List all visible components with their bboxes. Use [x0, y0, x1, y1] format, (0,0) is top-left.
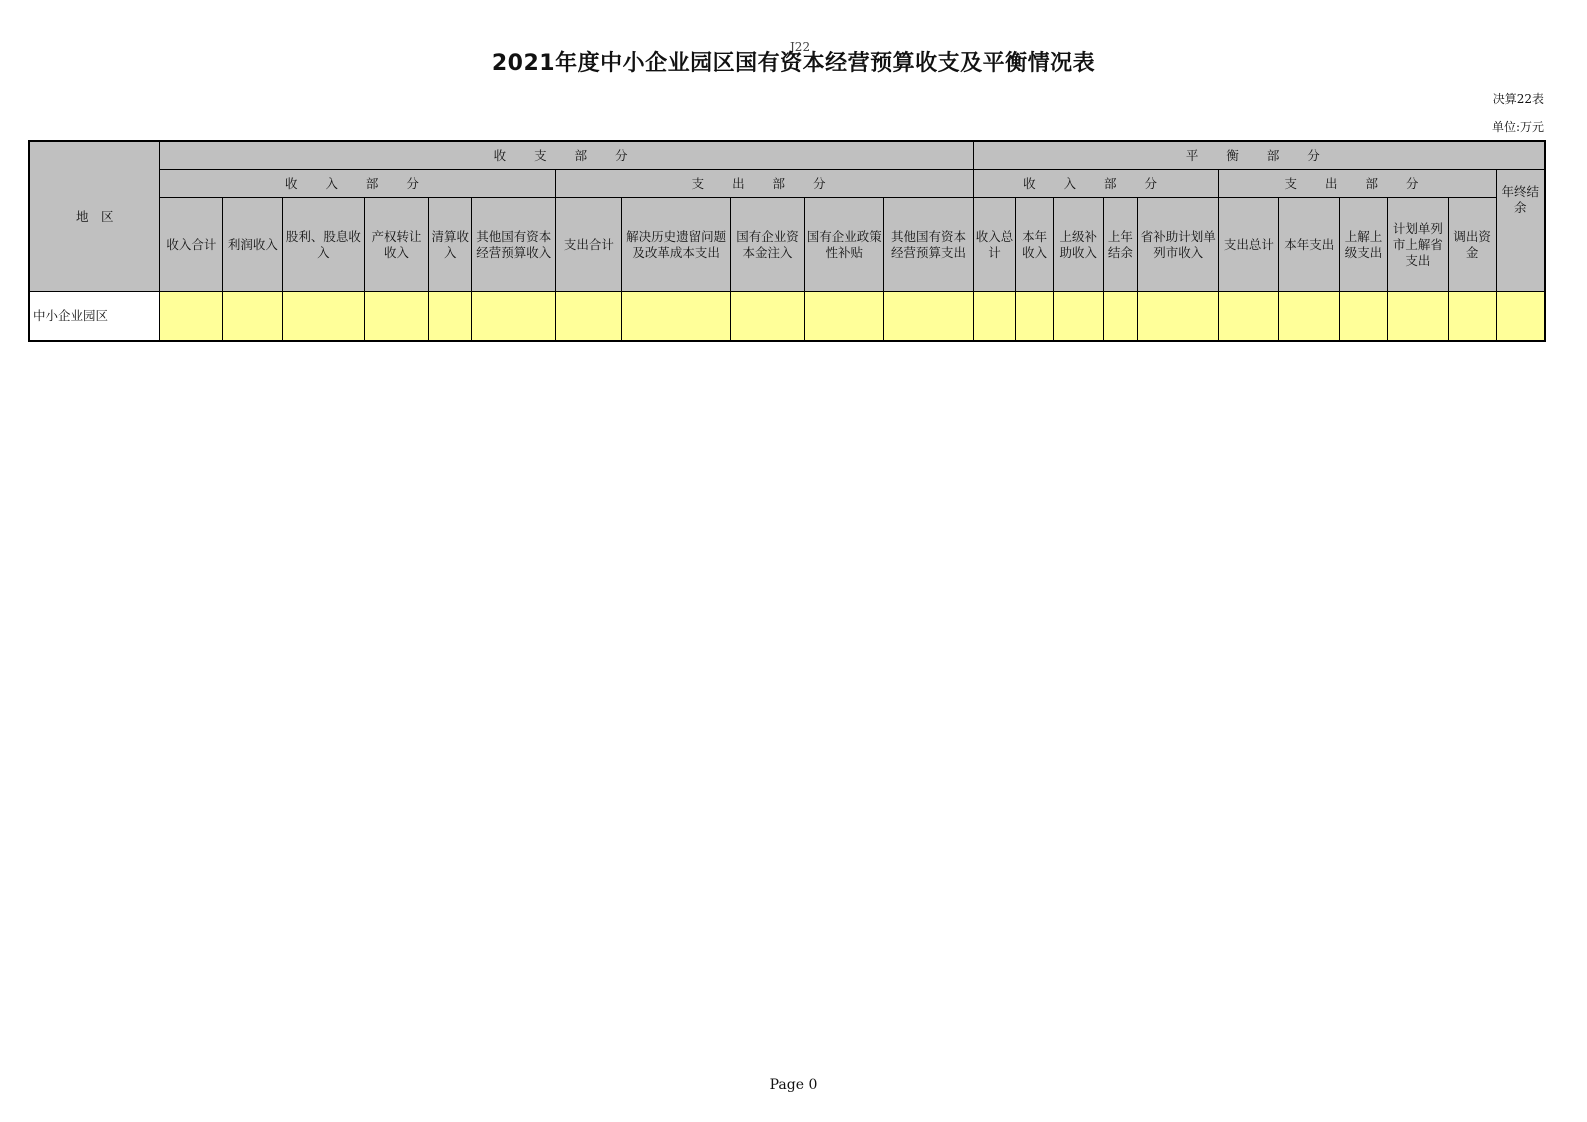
column-header: 本年支出	[1279, 198, 1340, 292]
page-number: Page 0	[769, 1077, 818, 1093]
bal-income-subgroup-header: 收 入 部 分	[973, 170, 1219, 198]
data-cell[interactable]	[1340, 292, 1388, 342]
column-header: 国有企业政策性补贴	[805, 198, 884, 292]
data-cell[interactable]	[429, 292, 472, 342]
data-cell[interactable]	[1448, 292, 1496, 342]
column-header: 利润收入	[223, 198, 283, 292]
data-cell[interactable]	[1103, 292, 1138, 342]
page-title: 2021年度中小企业园区国有资本经营预算收支及平衡情况表	[491, 51, 1096, 76]
table-number: 决算22表	[1492, 92, 1544, 106]
column-header: 其他国有资本经营预算支出	[884, 198, 973, 292]
region-cell: 中小企业园区	[29, 292, 160, 342]
budget-table	[28, 140, 1546, 342]
bal-expense-subgroup-header: 支 出 部 分	[1219, 170, 1496, 198]
column-header: 产权转让收入	[364, 198, 429, 292]
data-cell[interactable]	[622, 292, 731, 342]
data-cell[interactable]	[1138, 292, 1219, 342]
data-cell[interactable]	[1219, 292, 1279, 342]
data-cell[interactable]	[731, 292, 805, 342]
data-cell[interactable]	[884, 292, 973, 342]
data-cell[interactable]	[283, 292, 364, 342]
column-header: 解决历史遗留问题及改革成本支出	[622, 198, 731, 292]
column-header: 收入合计	[160, 198, 223, 292]
data-cell[interactable]	[1496, 292, 1545, 342]
unit-label: 单位:万元	[1491, 120, 1544, 134]
data-cell[interactable]	[556, 292, 622, 342]
data-cell[interactable]	[1387, 292, 1448, 342]
ie-expense-subgroup-header: 支 出 部 分	[556, 170, 973, 198]
data-cell[interactable]	[1279, 292, 1340, 342]
region-header: 地 区	[29, 141, 160, 292]
column-header: 收入总计	[973, 198, 1016, 292]
table-row	[29, 292, 1545, 342]
column-header: 上级补助收入	[1053, 198, 1103, 292]
column-header: 清算收入	[429, 198, 472, 292]
column-header: 计划单列市上解省支出	[1387, 198, 1448, 292]
column-header: 国有企业资本金注入	[731, 198, 805, 292]
ie-income-subgroup-header: 收 入 部 分	[160, 170, 556, 198]
column-header: 省补助计划单列市收入	[1138, 198, 1219, 292]
column-header: 支出合计	[556, 198, 622, 292]
data-cell[interactable]	[805, 292, 884, 342]
data-cell[interactable]	[973, 292, 1016, 342]
data-cell[interactable]	[1053, 292, 1103, 342]
year-end-balance-header: 年终结余	[1496, 170, 1545, 292]
data-cell[interactable]	[160, 292, 223, 342]
income-expense-group-header: 收 支 部 分	[160, 141, 973, 170]
column-header: 支出总计	[1219, 198, 1279, 292]
column-header: 调出资金	[1448, 198, 1496, 292]
data-cell[interactable]	[472, 292, 556, 342]
data-cell[interactable]	[1016, 292, 1054, 342]
column-header: 上年结余	[1103, 198, 1138, 292]
sheet-code: J22	[790, 40, 811, 54]
column-header: 本年收入	[1016, 198, 1054, 292]
balance-group-header: 平 衡 部 分	[973, 141, 1545, 170]
column-header: 其他国有资本经营预算收入	[472, 198, 556, 292]
data-cell[interactable]	[364, 292, 429, 342]
column-header: 上解上级支出	[1340, 198, 1388, 292]
column-header: 股利、股息收入	[283, 198, 364, 292]
data-cell[interactable]	[223, 292, 283, 342]
